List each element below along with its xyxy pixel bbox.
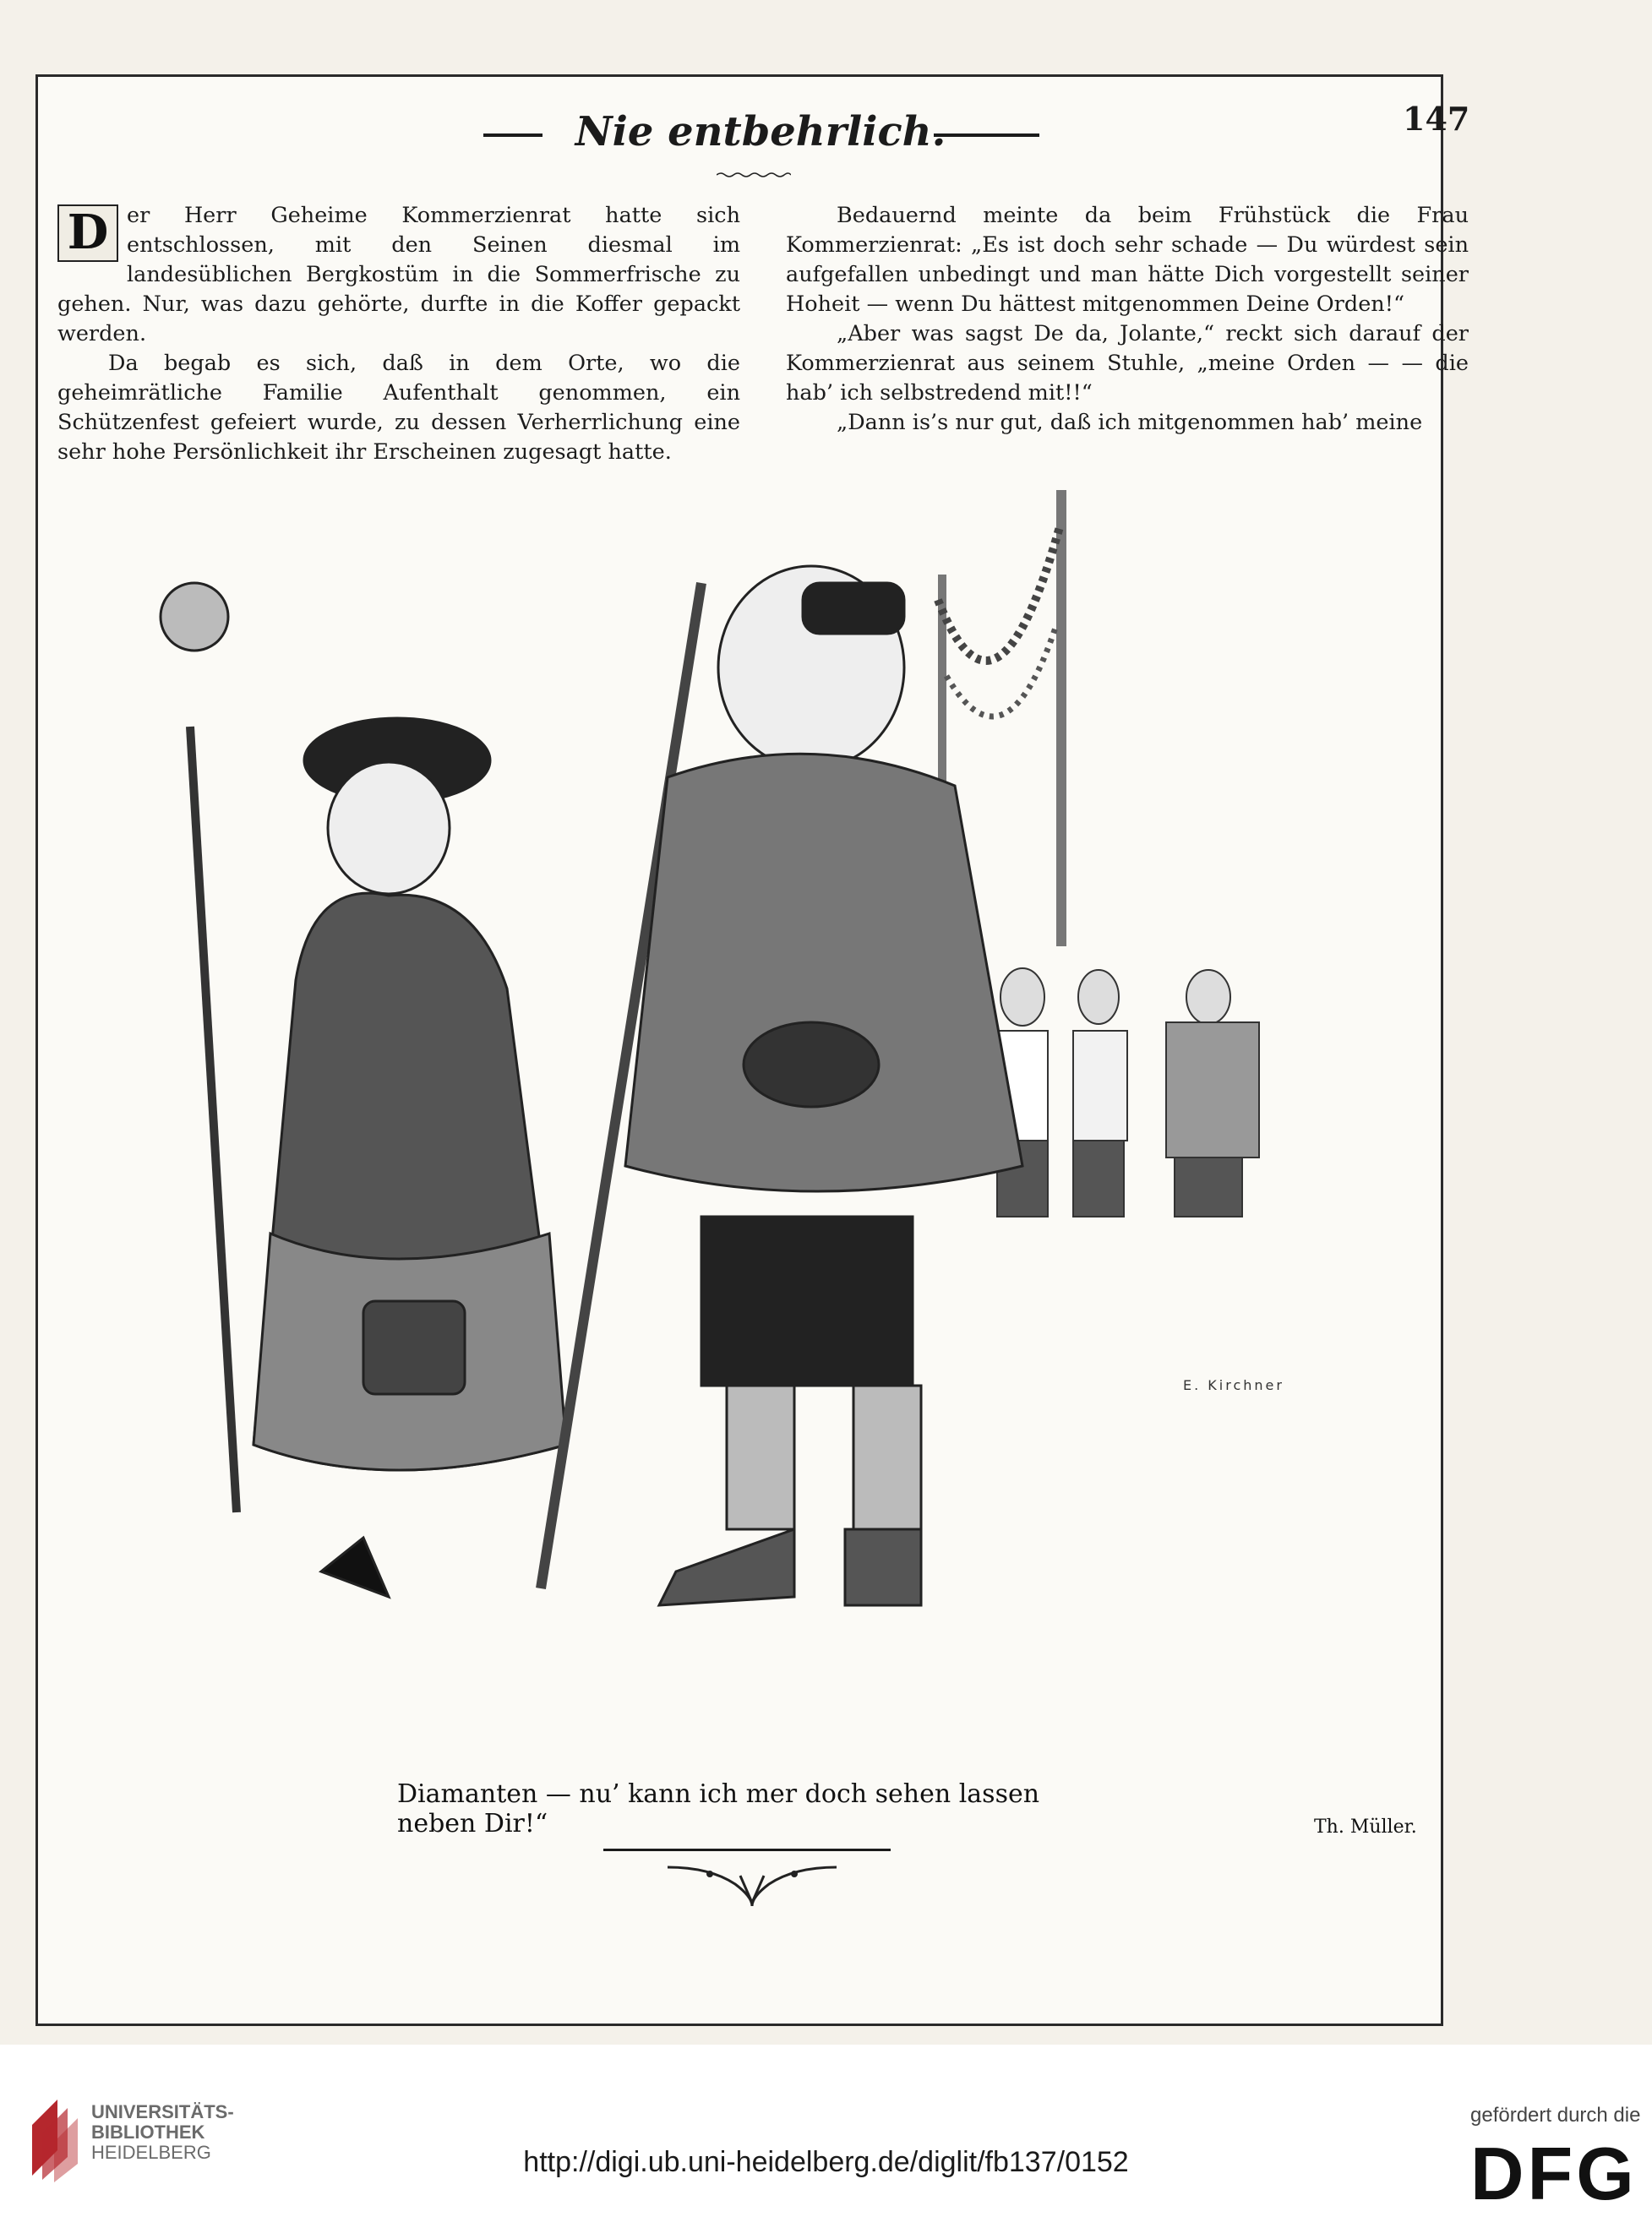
paragraph: Bedauernd meinte da beim Frühstück die Frau Kommerzienrat: „Es ist doch sehr schade — Du würdest sein aufgefallen unbedingt und man hätte Dich vorgestellt seiner Hoheit — wenn Du hättest mitgenommen Deine Orden!“ xyxy=(786,203,1469,317)
funding-caption: gefördert durch die xyxy=(1470,2104,1641,2127)
library-name: UNIVERSITÄTS- BIBLIOTHEK HEIDELBERG xyxy=(91,2101,234,2163)
caption: Diamanten — nu’ kann ich mer doch sehen lassen neben Dir!“ xyxy=(397,1779,1040,1838)
left-column xyxy=(57,201,740,467)
dfg-logo: DFG xyxy=(1470,2132,1638,2215)
paragraph: Da begab es sich, daß in dem Orte, wo die geheimrätliche Familie Aufenthalt genommen, ein Schützenfest gefeiert wurde, zu dessen Verherrlichung eine sehr hohe Persönlichkeit ihr Erscheinen zugesagt hatte. xyxy=(57,351,740,465)
title-squiggle xyxy=(717,172,791,178)
author-signature: Th. Müller. xyxy=(1314,1817,1417,1838)
source-url-link[interactable]: http://digi.ub.uni-heidelberg.de/diglit/fb137/0152 xyxy=(523,2146,1129,2178)
paragraph: „Dann is’s nur gut, daß ich mitgenommen hab’ meine xyxy=(837,410,1423,435)
man-figure-icon xyxy=(541,566,1022,1605)
paragraph: „Aber was sagst De da, Jolante,“ reckt sich darauf der Kommerzienrat aus seinem Stuhle, „meine Orden — — die hab’ ich selbstredend mit!!“ xyxy=(786,321,1469,406)
paragraph: D er Herr Geheime Kommerzienrat hatte sich entschlossen, mit den Seinen diesmal im landesüblichen Bergkostüm in die Sommerfrische zu gehen. Nur, was dazu gehörte, durfte in die Koffer gepackt werden. xyxy=(57,203,740,346)
artist-signature: E. Kirchner xyxy=(1183,1377,1284,1393)
footer xyxy=(0,2045,1652,2210)
drop-cap: D xyxy=(57,204,118,262)
right-column xyxy=(786,201,1469,438)
woman-figure-icon xyxy=(161,583,566,1597)
page-title: Nie entbehrlich. xyxy=(575,108,946,155)
cartoon-illustration xyxy=(110,473,1411,1774)
page-number: 147 xyxy=(1403,100,1470,138)
end-ornament-icon xyxy=(659,1850,845,1909)
